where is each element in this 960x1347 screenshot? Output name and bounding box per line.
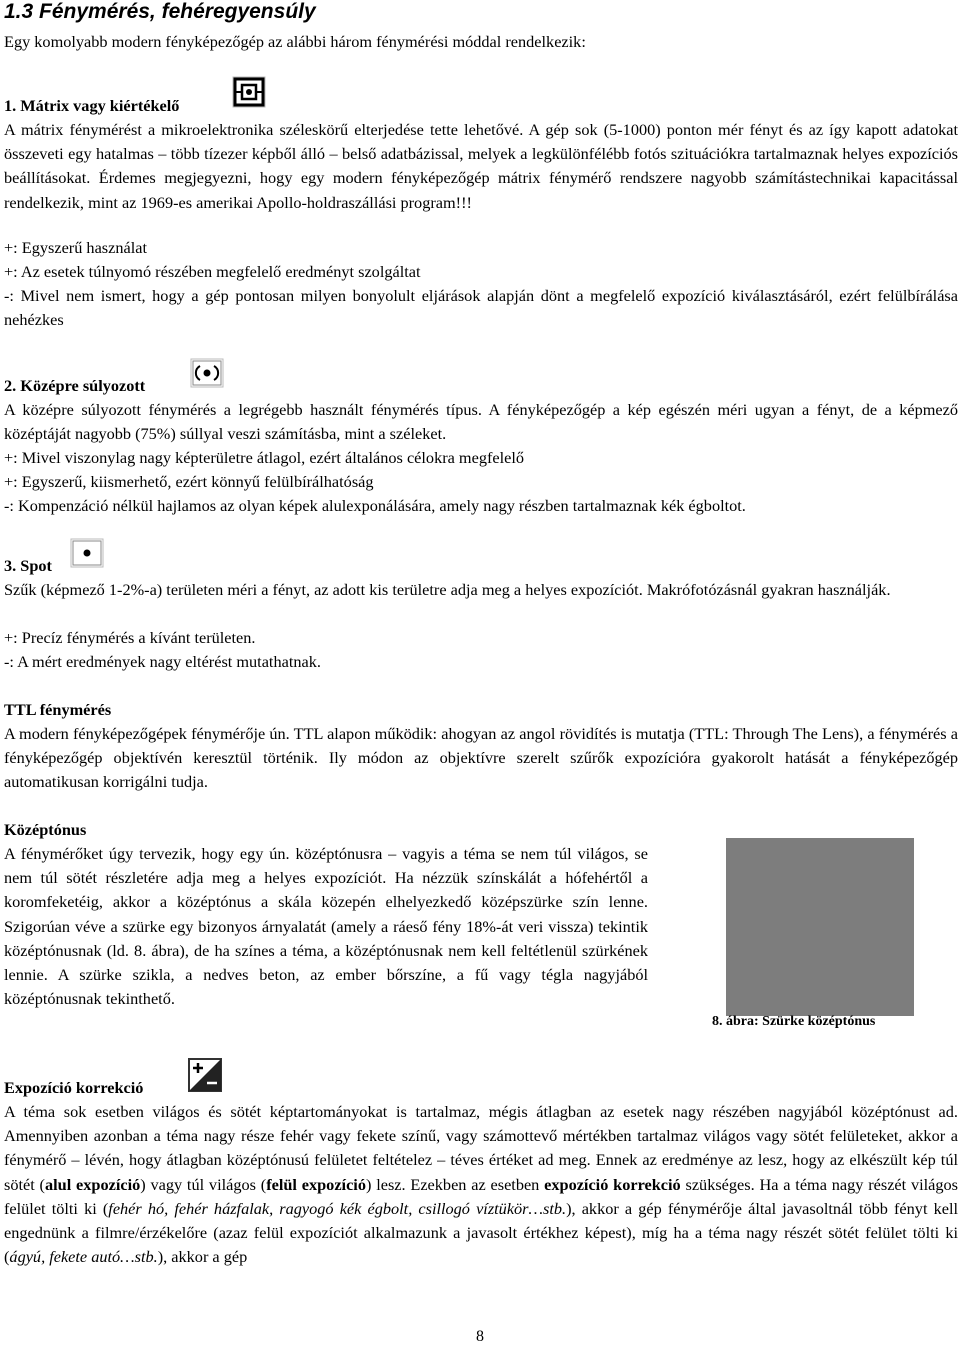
- matrix-description: A mátrix fénymérést a mikroelektronika széleskörű elterjedése tette lehetővé. A gép sok (5-1000) ponton mér fényt és az így kapott adatokat összeveti egy hatalmas – több tízezer képből álló – belső adatbázissal, melyek a legkülönfélébb fotós szituációkra tartalmaznak helyes expozíciós beállításokat. Érdemes megjegyezni, hogy egy modern fényképezőgép mátrix fénymérő rendszere nagyobb számítástechnikai kapacitással rendelkezik, mint az 1969-es amerikai Apollo-holdraszállási program!!!: [4, 120, 958, 212]
- midtone-description: A fénymérőket úgy tervezik, hogy egy ún. középtónusra – vagyis a téma se nem túl világos, se nem túl sötét részletére adja meg a helyes expozíciót. Ha nézzük színskálát a hófehértől a koromfeketéig, akkor a középtónus a skála közepén elhelyezkedő középszürke szín lenne. Szigorúan véve a szürke egy bizonyos árnyalatát (amely a ráeső fény 18%-át veri vissza) tekintik középtónusnak (ld. 8. ábra), de ha színes a téma, a középtónusnak nem kell feltétlenül szürkének lennie. A szürke szikla, a nedves beton, az ember bőrszíne, a fű vagy tégla nagyjából középtónusnak tekinthető.: [4, 844, 648, 1009]
- dark-examples: ágyú, fekete autó…stb.: [9, 1247, 158, 1267]
- spot-heading: 3. Spot: [4, 556, 52, 575]
- exposure-compensation-icon: [188, 1058, 222, 1090]
- exposure-compensation-term: expozíció korrekció: [544, 1174, 681, 1194]
- exposure-compensation-heading: Expozíció korrekció: [4, 1078, 144, 1097]
- bright-examples: fehér hó, fehér házfalak, ragyogó kék égbolt, csillogó víztükör…stb.: [108, 1198, 567, 1218]
- matrix-heading: 1. Mátrix vagy kiértékelő: [4, 96, 180, 115]
- center-weighted-plus-2: +: Egyszerű, kiismerhető, ezért könnyű felülbírálhatóság: [4, 472, 374, 491]
- matrix-minus-1: -: Mivel nem ismert, hogy a gép pontosan milyen bonyolult eljárások alapján dönt a megfelelő expozíció kiválasztásáról, ezért felülbírálása nehézkes: [4, 286, 958, 330]
- underexposure-term: alul expozíció: [44, 1174, 141, 1194]
- midtone-grey-swatch: [726, 838, 914, 1016]
- ttl-heading: TTL fénymérés: [4, 700, 112, 719]
- overexposure-term: felül expozíció: [266, 1174, 366, 1194]
- center-weighted-plus-1: +: Mivel viszonylag nagy képterületre átlagol, ezért általános célokra megfelelő: [4, 448, 525, 467]
- spot-minus-1: -: A mért eredmények nagy eltérést mutathatnak.: [4, 652, 321, 671]
- spot-description: Szűk (képmező 1-2%-a) területen méri a fényt, az adott kis területre adja meg a helyes expozíciót. Makrófotózásnál gyakran használják.: [4, 580, 891, 599]
- center-weighted-heading: 2. Középre súlyozott: [4, 376, 146, 395]
- section-title: 1.3 Fénymérés, fehéregyensúly: [4, 0, 316, 23]
- center-weighted-description: A középre súlyozott fénymérés a legrégebb használt fénymérés típus. A fényképezőgép a kép egészén méri ugyan a fényt, de a képmező középtáját nagyobb (75%) súllyal veszi számításba, mint a széleket.: [4, 400, 958, 444]
- center-weighted-minus-1: -: Kompenzáció nélkül hajlamos az olyan képek alulexponálására, amely nagy részben tartalmaznak kék égboltot.: [4, 496, 746, 515]
- spot-metering-icon: [70, 538, 104, 570]
- ttl-description: A modern fényképezőgépek fénymérője ún. TTL alapon működik: ahogyan az angol rövidítés is mutatja (TTL: Through The Lens), a fénymérés a fényképezőgép objektívén keresztül történik. Ily módon az objektívre szerelt szűrők expozícióra gyakorolt hatását a fényképezőgép automatikusan korrigálni tudja.: [4, 724, 958, 792]
- page-number: 8: [476, 1328, 484, 1345]
- center-weighted-icon: [190, 358, 224, 390]
- matrix-plus-1: +: Egyszerű használat: [4, 238, 147, 257]
- intro-text: Egy komolyabb modern fényképezőgép az alábbi három fénymérési móddal rendelkezik:: [4, 32, 586, 51]
- spot-plus-1: +: Precíz fénymérés a kívánt területen.: [4, 628, 256, 647]
- matrix-metering-icon: [232, 76, 266, 108]
- exposure-compensation-text: A téma sok esetben világos és sötét képtartományokat is tartalmaz, mégis átlagban az esetek nagy részében nagyjából középtónust ad. Amennyiben azonban a téma nagy része fehér vagy fekete színű, vagy számottevő mértékben tartalmaz világos vagy sötét felületeket, akkor a fénymérő – lévén, hogy átlagban középtónusú felületet feltételez – téves értéket ad meg. Ennek az eredménye az lesz, hogy az elkészült kép túl sötét (alul expozíció) vagy túl világos (felül expozíció) lesz. Ezekben az esetben expozíció korrekció szükséges. Ha a téma nagy részét világos felület tölti ki (fehér hó, fehér házfalak, ragyogó kék égbolt, csillogó víztükör…stb.), akkor a gép fénymérője által javasoltnál több fényt kell engednünk a filmre/érzékelőre (azaz felül expozíciót alkalmazunk a javasolt értékhez képest), míg ha a téma nagy részét sötét felület tölti ki (ágyú, fekete autó…stb.), akkor a gép: [4, 1102, 959, 1267]
- figure-caption: 8. ábra: Szürke középtónus: [712, 1014, 876, 1029]
- midtone-heading: Középtónus: [4, 820, 87, 839]
- matrix-plus-2: +: Az esetek túlnyomó részében megfelelő eredményt szolgáltat: [4, 262, 421, 281]
